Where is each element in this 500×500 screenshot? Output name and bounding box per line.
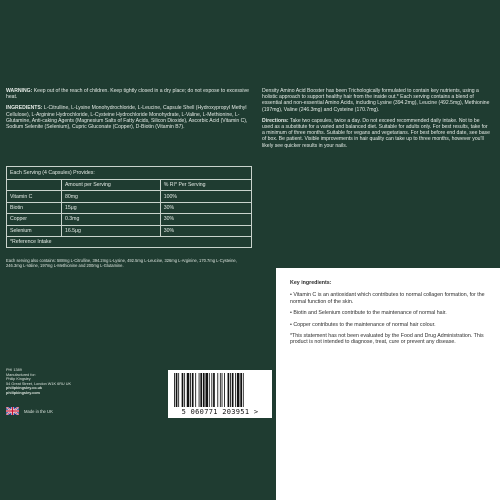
table-cell: Vitamin C (7, 191, 62, 202)
key-ingredient-item: • Vitamin C is an antioxidant which contributes to normal collagen formation, for the normal function of the skin. (290, 292, 485, 305)
table-cell: 100% (160, 191, 251, 202)
table-cell: 30% (160, 225, 251, 236)
uk-flag-icon (6, 407, 19, 415)
directions-paragraph (262, 118, 490, 149)
table-cell: Biotin (7, 202, 62, 213)
barcode-digits: 5 060771 203951 > (181, 408, 259, 416)
product-code: PHI 1389 (6, 368, 22, 372)
warning-label: WARNING: (6, 88, 33, 94)
table-header-row (7, 180, 252, 191)
manufacturer-url: philipkingsley.co.uk (6, 386, 43, 391)
table-cell: 15μg (61, 202, 160, 213)
table-header-cell (7, 180, 62, 191)
table-header-cell: % RI* Per Serving (160, 180, 251, 191)
left-column (6, 88, 253, 135)
table-footnote-row (7, 236, 252, 247)
manufacturer-name: Philip Kingsley (6, 377, 31, 382)
table-cell: Copper (7, 214, 62, 225)
ingredients-text: L-Citrulline, L-Lysine Monohydrochloride, L-Leucine, Capsule Shell (Hydroxypropyl Methyl Cellulose), L-Arginine Hydrochloride, L-Cysteine Hydrochloride Monohydrate, L-Valine, L-Methionine, L-Glutamine, Anti-caking Agents (Magnesium Salts of Fatty Acids, Silicon Dioxide), Ascorbic Acid (Vitamin C), Sodium Selenite (Selenium), Cupric Gluconate (Copper), D-Biotin (Vitamin B7). (6, 105, 248, 131)
nutrition-table (6, 166, 252, 248)
table-caption: Each Serving (4 Capsules) Provides: (7, 167, 252, 180)
table-cell: 80mg (61, 191, 160, 202)
warning-text: Keep out of the reach of children. Keep tightly closed in a dry place; do not expose to excessive heat. (6, 88, 249, 101)
manufacturer-address: 54 Great Street, London W1K 6RU UK (6, 381, 72, 386)
barcode (168, 370, 272, 418)
right-column (262, 88, 490, 154)
table-cell: Selenium (7, 225, 62, 236)
key-ingredient-item: • Biotin and Selenium contribute to the maintenance of normal hair. (290, 310, 447, 317)
table-footnote: *Reference Intake (7, 236, 252, 247)
also-contains-text: Each serving also contains: 588mg L-Citrulline, 394.2mg L-Lysine, 492.5mg L-Leucine, 326mg L-Arginine, 170.7mg L-Cysteine, 246.3mg L-Valine, 197mg L-Methionine and 200mg L-Glutamine. (6, 258, 237, 269)
made-in-row (6, 407, 53, 415)
key-ingredients-content (290, 280, 490, 351)
manufactured-for-label: Manufactured for: (6, 372, 36, 377)
table-cell: 0.3mg (61, 214, 160, 225)
key-ingredients-heading: Key ingredients: (290, 280, 332, 286)
directions-label: Directions: (262, 117, 289, 124)
barcode-bars-icon (172, 373, 268, 407)
fda-disclaimer: *This statement has not been evaluated by the Food and Drug Administration. This product is not intended to diagnose, treat, cure or prevent any disease. (290, 333, 484, 346)
table-caption-row (7, 167, 252, 180)
description-paragraph: Density Amino Acid Booster has been Trichologically formulated to contain key nutrients, using a holistic approach to support healthy hair from the inside out.* Each serving contains a blend of essential and non-essential Amino Acids, including Lysine (394.2mg), Leucine (492.5mg), Methionine (197mg), Valine (246.3mg) and Cysteine (170.7mg). (262, 88, 490, 113)
key-ingredients-panel (276, 268, 500, 500)
directions-text: Take two capsules, twice a day. Do not exceed recommended daily intake. Not to be used as a substitute for a varied and balanced diet. Suitable for adults only. For best results, take for a minimum of three months. Suitable for vegans and vegetarians. For best before end date, see base of box. Be patient. Visible improvements in hair quality can take up to three months, however you'll likely see quicker results in your nails. (262, 117, 490, 149)
table-cell: 30% (160, 214, 251, 225)
made-in-text: Made in the UK (24, 408, 53, 414)
ingredients-paragraph (6, 105, 253, 130)
table-cell: 16.5μg (61, 225, 160, 236)
key-ingredient-item: • Copper contributes to the maintenance of normal hair colour. (290, 321, 436, 328)
table-row (7, 214, 252, 225)
table-cell: 30% (160, 202, 251, 213)
table-header-cell: Amount per Serving (61, 180, 160, 191)
table-row (7, 225, 252, 236)
table-row (7, 202, 252, 213)
manufacturer-url-2: philipkingsley.com (6, 390, 40, 395)
table-row (7, 191, 252, 202)
manufacturer-info (6, 368, 86, 396)
warning-paragraph (6, 88, 253, 100)
ingredients-label: INGREDIENTS: (6, 105, 43, 112)
